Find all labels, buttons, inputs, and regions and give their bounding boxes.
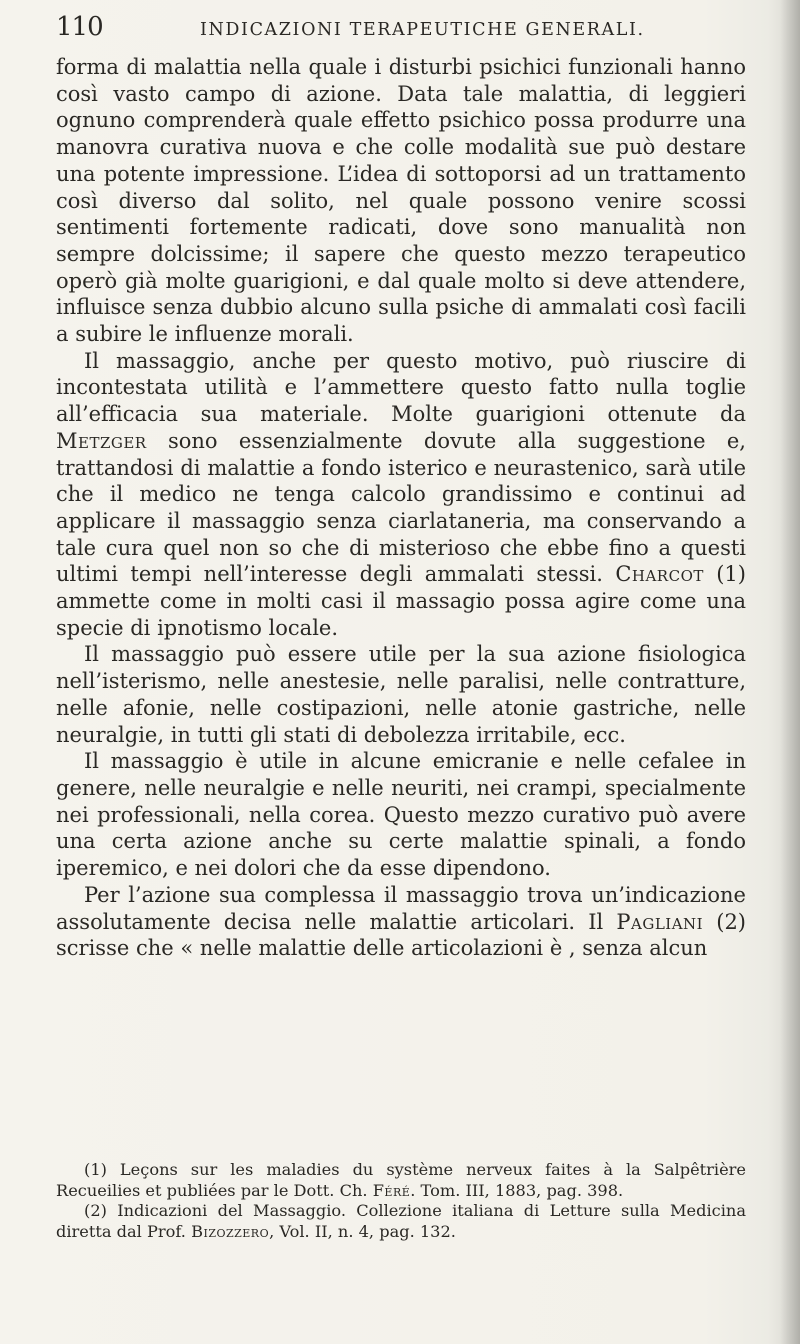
page-edge-shadow (780, 0, 800, 1344)
footnotes (56, 1160, 746, 1242)
page-number: 110 (56, 12, 103, 42)
body-text (56, 54, 746, 962)
author-name: Féré (372, 1180, 411, 1200)
paragraph-2: Il massaggio, anche per questo motivo, può riuscire di incontestata utilità e l’ammettere questo fatto nulla toglie all’efficacia sua materiale. Molte guarigioni ottenute da Metzger sono essenzialmente dovute alla suggestione e, trattandosi di malattie a fondo isterico e neurastenico, sarà utile che il medico ne tenga calcolo grandissimo e continui ad applicare il massaggio senza ciarlataneria, ma conservando a tale cura quel non so che di misterioso che ebbe fino a questi ultimi tempi nell’interesse degli ammalati stessi. Charcot (1) ammette come in molti casi il massagio possa agire come una specie di ipnotismo locale. (56, 348, 746, 640)
footnote-1: (1) Leçons sur les maladies du système nerveux faites à la Salpêtrière Recueilies et publiées par le Dott. Ch. Féré. Tom. III, 1883, pag. 398. (56, 1160, 746, 1200)
author-name: Bizozzero (191, 1221, 270, 1241)
paragraph-5: Per l’azione sua complessa il massaggio trova un’indicazione assolutamente decisa nelle malattie articolari. Il Pagliani (2) scrisse che « nelle malattie delle articolazioni è , senza alcun (56, 882, 746, 961)
paragraph-4: Il massaggio è utile in alcune emicranie e nelle cefalee in genere, nelle neuralgie e nelle neuriti, nei crampi, specialmente nei professionali, nella corea. Questo mezzo curativo può avere una certa azione anche su certe malattie spinali, a fondo iperemico, e nei dolori che da esse dipendono. (56, 749, 746, 881)
author-name: Metzger (56, 428, 147, 453)
footnote-2: (2) Indicazioni del Massaggio. Collezione italiana di Letture sulla Medicina diretta dal Prof. Bizozzero, Vol. II, n. 4, pag. 132. (56, 1201, 746, 1241)
author-name: Pagliani (616, 909, 704, 934)
paragraph-1: forma di malattia nella quale i disturbi psichici funzionali hanno così vasto campo di azione. Data tale malattia, di leggieri ognuno comprenderà quale effetto psichico possa produrre una manovra curativa nuova e che colle modalità sue può destare una potente impressione. L’idea di sottoporsi ad un trattamento così diverso dal solito, nel quale possono venire scossi sentimenti fortemente radicati, dove sono manualità non sempre dolcissime; il sapere che questo mezzo terapeutico operò già molte guarigioni, e dal quale molto si deve attendere, influisce senza dubbio alcuno sulla psiche di ammalati così facili a subire le influenze morali. (56, 55, 746, 347)
author-name: Charcot (615, 562, 704, 587)
paragraph-3: Il massaggio può essere utile per la sua azione fisiologica nell’isterismo, nelle anestesie, nelle paralisi, nelle contratture, nelle afonie, nelle costipazioni, nelle atonie gastriche, nelle neuralgie, in tutti gli stati di debolezza irritabile, ecc. (56, 642, 746, 747)
running-head: INDICAZIONI TERAPEUTICHE GENERALI. (200, 20, 645, 40)
page-header (56, 10, 746, 50)
